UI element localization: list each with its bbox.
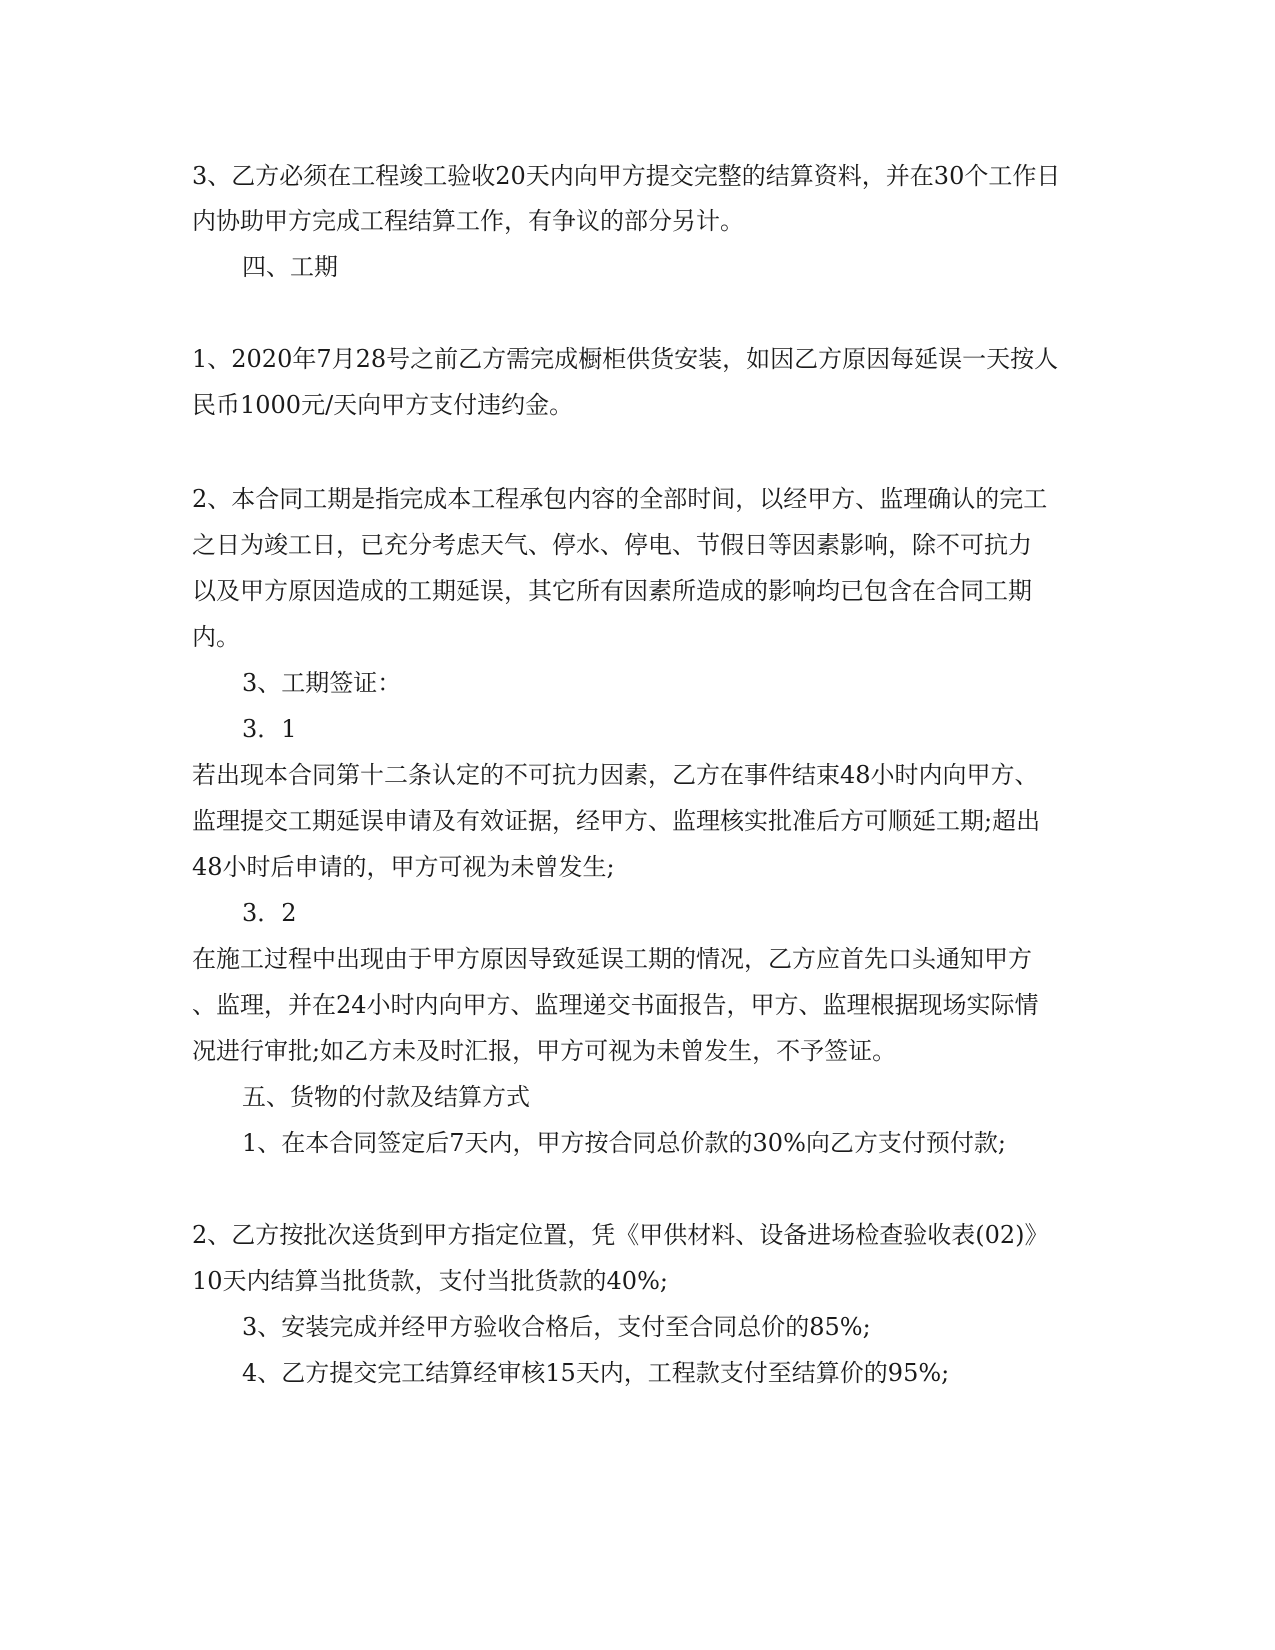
text-line: 3、乙方必须在工程竣工验收20天内向甲方提交完整的结算资料，并在30个工作日	[192, 162, 1061, 190]
section-heading: 五、货物的付款及结算方式	[242, 1083, 530, 1111]
text-line: 内协助甲方完成工程结算工作，有争议的部分另计。	[192, 207, 744, 235]
text-line: 、监理，并在24小时内向甲方、监理递交书面报告，甲方、监理根据现场实际情	[192, 991, 1039, 1019]
text-line: 况进行审批;如乙方未及时汇报，甲方可视为未曾发生，不予签证。	[192, 1037, 897, 1065]
text-line: 民币1000元/天向甲方支付违约金。	[192, 391, 574, 419]
text-line: 48小时后申请的，甲方可视为未曾发生;	[192, 853, 615, 881]
clause-number: 3．1	[242, 715, 297, 743]
text-line: 1、2020年7月28号之前乙方需完成橱柜供货安装，如因乙方原因每延误一天按人	[192, 345, 1059, 373]
text-line: 3、安装完成并经甲方验收合格后，支付至合同总价的85%;	[242, 1313, 871, 1341]
subsection-heading: 3、工期签证：	[242, 669, 402, 697]
text-line: 若出现本合同第十二条认定的不可抗力因素，乙方在事件结束48小时内向甲方、	[192, 761, 1039, 789]
text-line: 内。	[192, 623, 240, 651]
text-line: 之日为竣工日，已充分考虑天气、停水、停电、节假日等因素影响，除不可抗力	[192, 531, 1032, 559]
text-line: 在施工过程中出现由于甲方原因导致延误工期的情况，乙方应首先口头通知甲方	[192, 945, 1032, 973]
text-line: 以及甲方原因造成的工期延误，其它所有因素所造成的影响均已包含在合同工期	[192, 577, 1032, 605]
text-line: 2、本合同工期是指完成本工程承包内容的全部时间，以经甲方、监理确认的完工	[192, 485, 1048, 513]
text-line: 1、在本合同签定后7天内，甲方按合同总价款的30%向乙方支付预付款;	[242, 1129, 1006, 1157]
clause-number: 3．2	[242, 899, 297, 927]
text-line: 10天内结算当批货款，支付当批货款的40%;	[192, 1267, 668, 1295]
section-heading: 四、工期	[242, 253, 338, 281]
text-line: 监理提交工期延误申请及有效证据，经甲方、监理核实批准后方可顺延工期;超出	[192, 807, 1041, 835]
text-line: 4、乙方提交完工结算经审核15天内，工程款支付至结算价的95%;	[242, 1359, 950, 1387]
text-line: 2、乙方按批次送货到甲方指定位置，凭《甲供材料、设备进场检查验收表(02)》	[192, 1221, 1049, 1249]
